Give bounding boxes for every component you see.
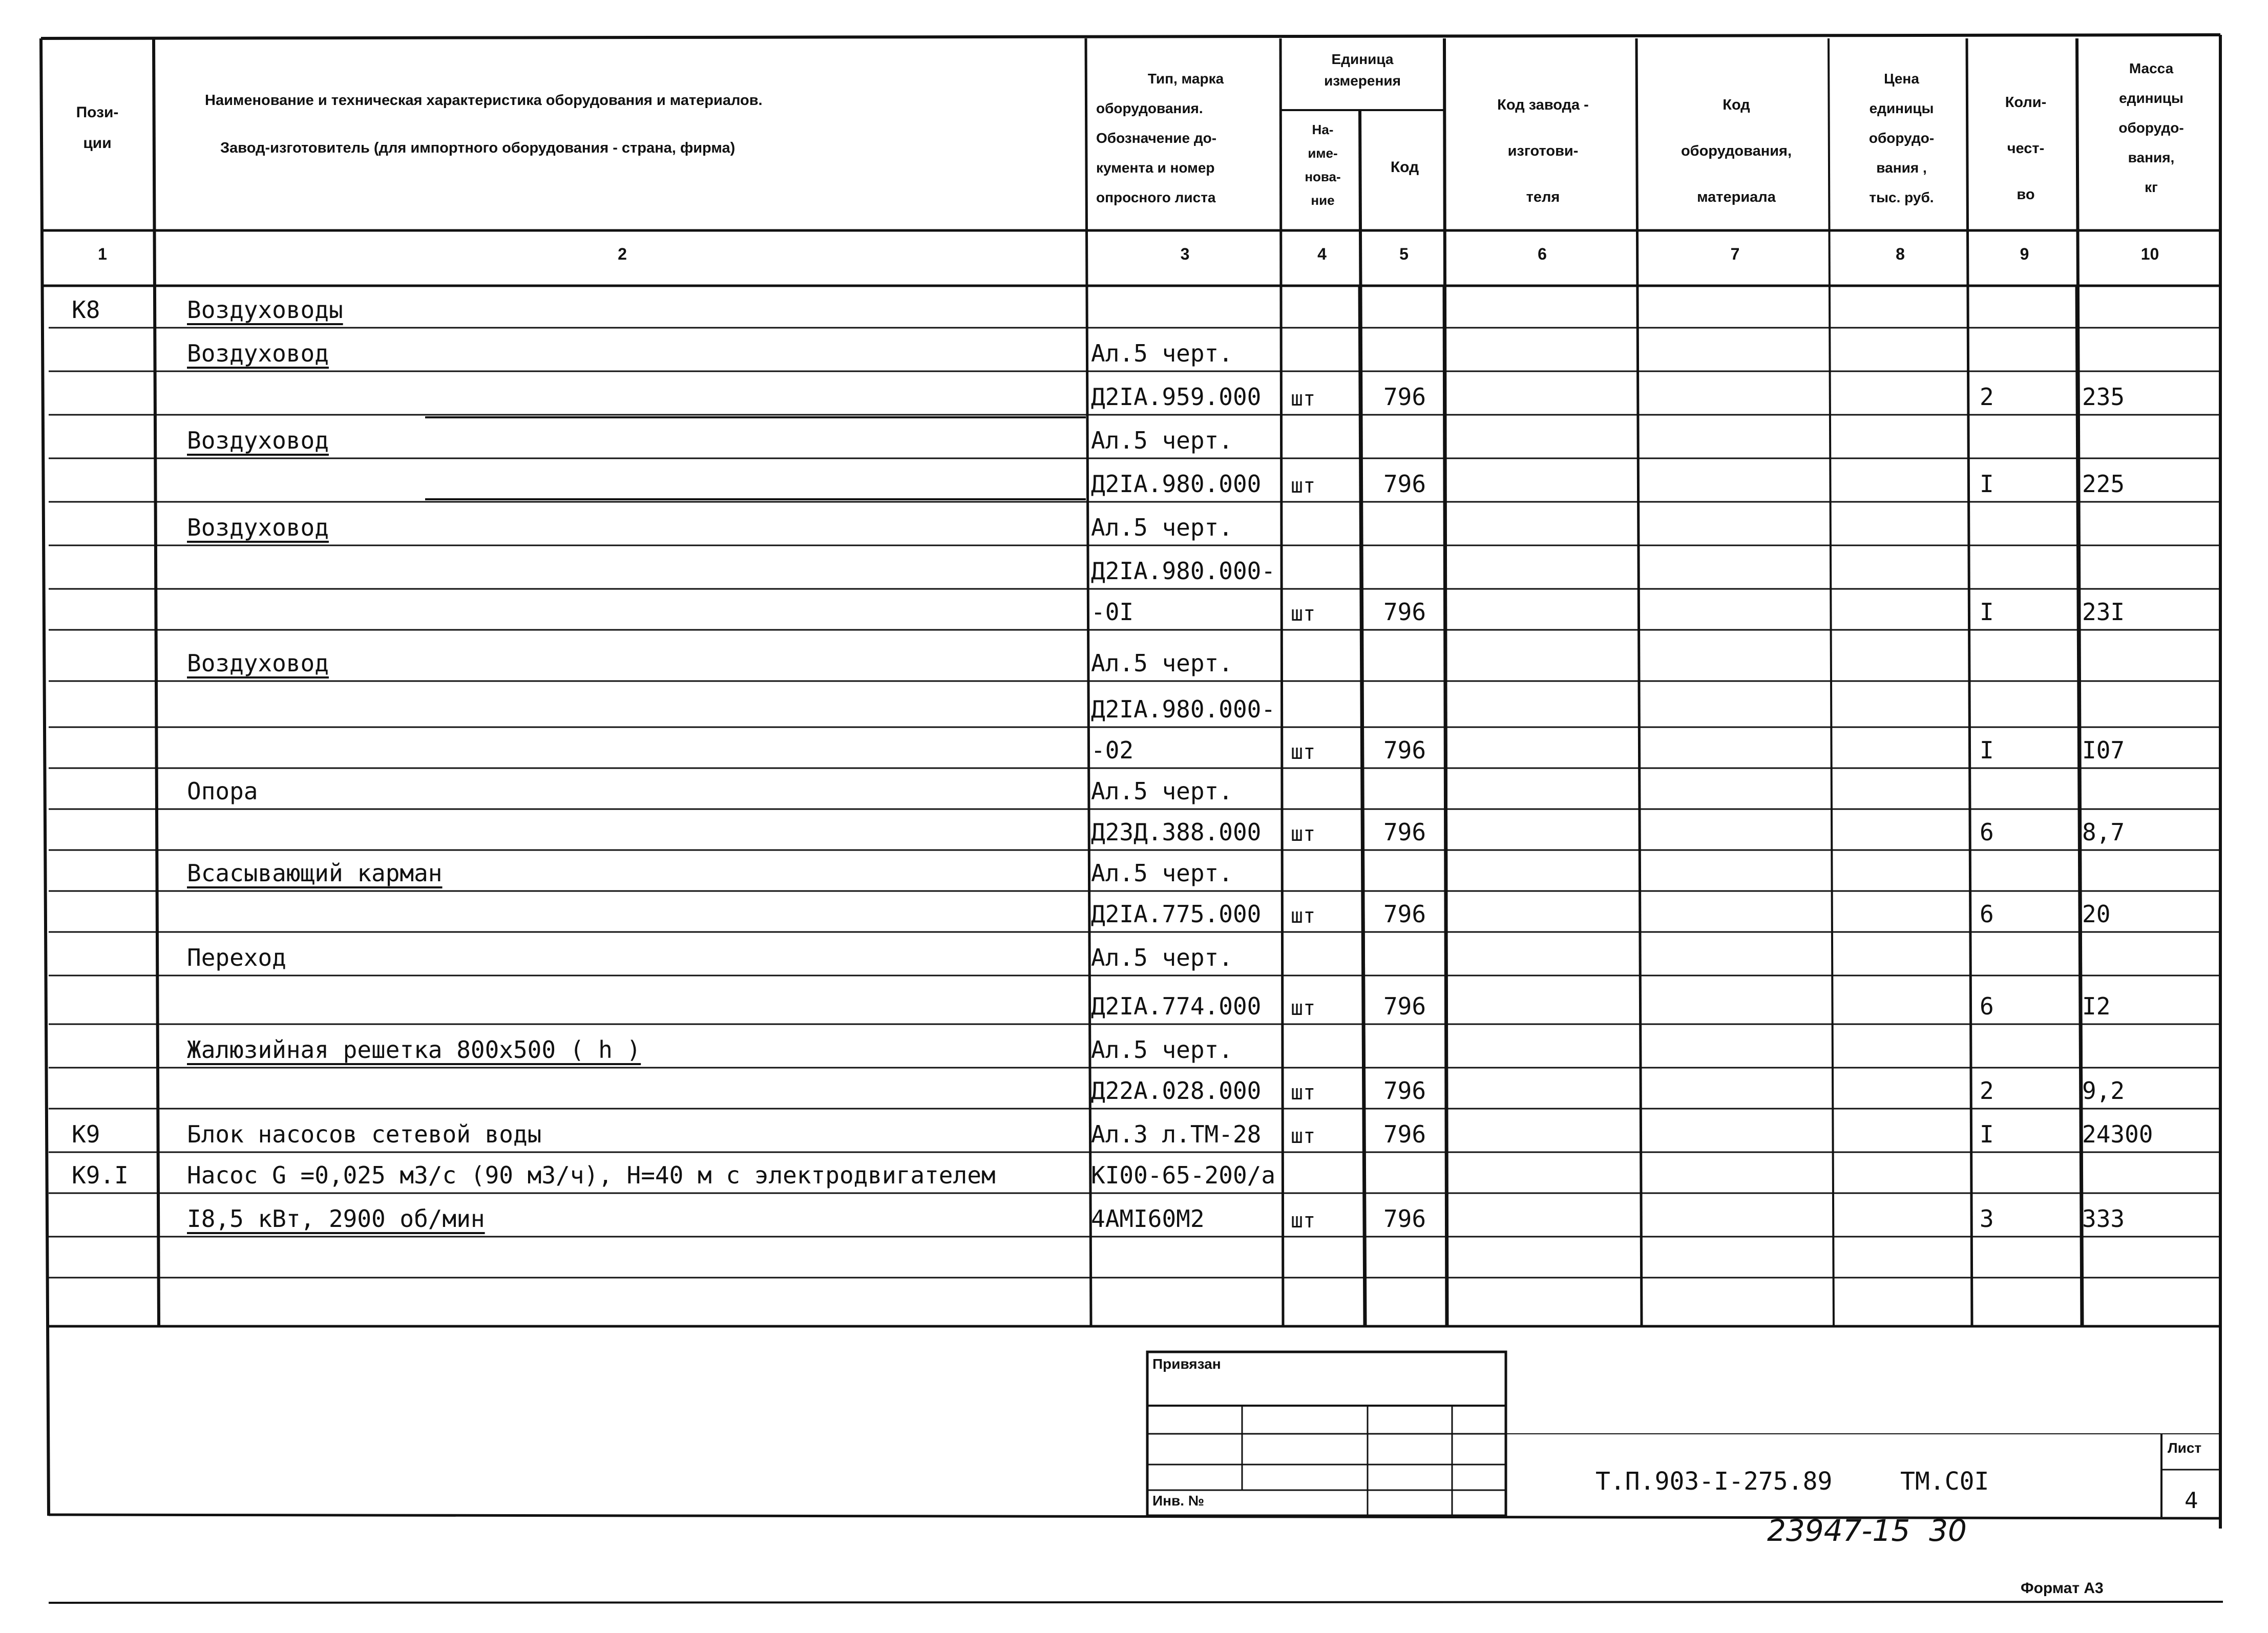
cell-position: К9.I <box>72 1161 129 1189</box>
hdr-unit-name-l3: нова- <box>1305 169 1341 184</box>
hdr-position-l1: Пози- <box>76 104 119 121</box>
hdr-unit-name-l2: име- <box>1308 145 1338 161</box>
cell-unit: шт <box>1291 1209 1316 1233</box>
cell-quantity: 2 <box>1980 383 1994 411</box>
cell-mass: 235 <box>2082 383 2125 411</box>
cell-quantity: I <box>1980 1120 1994 1148</box>
inv-label: Инв. № <box>1152 1493 1205 1509</box>
cell-mass: 8,7 <box>2082 818 2125 846</box>
cell-code: 796 <box>1383 992 1426 1020</box>
column-number-5: 5 <box>1399 245 1409 263</box>
hdr-factory-l1: Код завода - <box>1497 97 1589 113</box>
cell-code: 796 <box>1383 470 1426 498</box>
cell-mass: I2 <box>2082 992 2111 1020</box>
hdr-unit-l1: Единица <box>1331 51 1394 67</box>
cell-type: Ал.5 черт. <box>1091 649 1233 677</box>
cell-name: Опора <box>187 777 258 805</box>
hdr-position <box>51 97 143 159</box>
cell-type: 4АМI60М2 <box>1091 1205 1205 1233</box>
cell-position: К8 <box>72 296 100 324</box>
cell-name: Насос G =0,025 м3/с (90 м3/ч), Н=40 м с электродвигателем <box>187 1161 996 1189</box>
hdr-equipment-code-l1: Код <box>1723 97 1750 113</box>
cell-type: Д22А.028.000 <box>1091 1077 1262 1105</box>
cell-mass: 9,2 <box>2082 1077 2125 1105</box>
table-row <box>0 975 2268 1024</box>
column-number-8: 8 <box>1896 245 1905 263</box>
column-number-9: 9 <box>2020 245 2029 263</box>
table-row <box>0 328 2268 371</box>
cell-code: 796 <box>1383 383 1426 411</box>
hdr-price <box>1834 64 1969 213</box>
cell-quantity: I <box>1980 736 1994 764</box>
cell-name: Воздуховод <box>187 427 329 454</box>
format-label: Формат А3 <box>2021 1580 2104 1597</box>
table-row <box>0 371 2268 415</box>
cell-code: 796 <box>1383 900 1426 928</box>
table-row <box>0 681 2268 727</box>
cell-name: I8,5 кВт, 2900 об/мин <box>187 1205 485 1233</box>
cell-type: Ал.5 черт. <box>1091 777 1233 805</box>
hdr-unit-code: Код <box>1390 159 1419 176</box>
cell-type: Ал.5 черт. <box>1091 944 1233 971</box>
cell-type: Ал.5 черт. <box>1091 1036 1233 1064</box>
handwritten-number: 23947-15 30 <box>1767 1513 1967 1548</box>
hdr-unit-name <box>1286 118 1360 212</box>
hdr-quantity-l1: Коли- <box>2005 94 2047 111</box>
hdr-mass-l1: Масса <box>2129 60 2174 76</box>
table-row <box>0 1237 2268 1278</box>
cell-name: Воздуховод <box>187 340 329 367</box>
table-row <box>0 545 2268 589</box>
hdr-price-l4: вания , <box>1876 160 1927 176</box>
privyazan-label: Привязан <box>1152 1356 1221 1372</box>
table-row <box>0 932 2268 975</box>
cell-mass: 23I <box>2082 598 2125 626</box>
hdr-quantity-l3: во <box>2017 186 2035 203</box>
hdr-name-l2: Завод-изготовитель (для импортного оборудования - страна, фирма) <box>220 140 736 156</box>
hdr-factory-l2: изготови- <box>1507 143 1579 159</box>
hdr-quantity-l2: чест- <box>2007 140 2045 157</box>
page-bottom-line <box>49 1602 2223 1603</box>
hdr-mass-l2: единицы <box>2119 90 2183 106</box>
cell-code: 796 <box>1383 736 1426 764</box>
cell-name: Воздуховод <box>187 514 329 541</box>
hdr-name <box>205 92 1076 157</box>
sheet-label: Лист <box>2168 1440 2202 1456</box>
cell-unit: шт <box>1291 996 1316 1020</box>
table-row <box>0 1024 2268 1068</box>
table-row <box>0 1152 2268 1193</box>
hdr-type-l1: Тип, марка <box>1147 71 1224 87</box>
document-code: Т.П.903-I-275.89 <box>1595 1467 1833 1496</box>
cell-quantity: 6 <box>1980 992 1994 1020</box>
sheet-number: 4 <box>2185 1488 2198 1514</box>
cell-type: Д23Д.388.000 <box>1091 818 1262 846</box>
cell-mass: 333 <box>2082 1205 2125 1233</box>
table-row <box>0 850 2268 891</box>
cell-code: 796 <box>1383 818 1426 846</box>
column-number-7: 7 <box>1730 245 1740 263</box>
hdr-mass-l3: оборудо- <box>2118 120 2184 136</box>
cell-type: Ал.5 черт. <box>1091 340 1233 367</box>
hdr-factory-l3: теля <box>1526 189 1560 205</box>
cell-type: Д2IА.774.000 <box>1091 992 1262 1020</box>
hdr-price-l2: единицы <box>1869 100 1934 116</box>
cell-name: Переход <box>187 944 286 971</box>
hdr-price-l3: оборудо- <box>1868 130 1935 146</box>
cell-type: Ал.3 л.ТМ-28 <box>1091 1120 1262 1148</box>
frame-top <box>41 35 2220 38</box>
cell-code: 796 <box>1383 1205 1426 1233</box>
column-number-1: 1 <box>98 245 107 263</box>
hdr-type-l2: оборудования. <box>1096 100 1203 116</box>
hdr-quantity <box>1972 79 2080 218</box>
hdr-price-l1: Цена <box>1884 71 1919 87</box>
hdr-unit-name-l4: ние <box>1311 193 1335 208</box>
cell-type: Ал.5 черт. <box>1091 859 1233 887</box>
cell-unit: шт <box>1291 740 1316 764</box>
cell-mass: I07 <box>2082 736 2125 764</box>
hdr-unit-group <box>1286 49 1439 92</box>
cell-type: -02 <box>1091 736 1134 764</box>
hdr-name-l1: Наименование и техническая характеристика оборудования и материалов. <box>205 92 763 109</box>
cell-quantity: I <box>1980 598 1994 626</box>
cell-quantity: 6 <box>1980 818 1994 846</box>
hdr-type-l4: кумента и номер <box>1096 160 1215 176</box>
table-row <box>0 502 2268 545</box>
column-number-2: 2 <box>618 245 627 263</box>
cell-code: 796 <box>1383 1077 1426 1105</box>
table-row <box>0 589 2268 630</box>
cell-name: Воздуховод <box>187 649 329 677</box>
cell-type: Ал.5 черт. <box>1091 514 1233 541</box>
table-row <box>0 727 2268 768</box>
cell-unit: шт <box>1291 474 1316 498</box>
hdr-equipment-code-l3: материала <box>1697 189 1776 205</box>
cell-type: Д2IА.980.000- <box>1091 557 1276 585</box>
table-row <box>0 768 2268 809</box>
cell-name: Блок насосов сетевой воды <box>187 1120 542 1148</box>
cell-type: Д2IА.980.000- <box>1091 695 1276 723</box>
cell-code: 796 <box>1383 1120 1426 1148</box>
cell-mass: 24300 <box>2082 1120 2153 1148</box>
table-row <box>0 288 2268 328</box>
cell-name: Воздуховоды <box>187 296 343 324</box>
cell-quantity: 6 <box>1980 900 1994 928</box>
cell-quantity: 3 <box>1980 1205 1994 1233</box>
column-number-10: 10 <box>2140 245 2159 263</box>
hdr-type-l3: Обозначение до- <box>1096 130 1217 146</box>
cell-code: 796 <box>1383 598 1426 626</box>
hdr-equipment-code <box>1642 82 1831 220</box>
cell-name: Жалюзийная решетка 800х500 ( h ) <box>187 1036 641 1064</box>
cell-quantity: I <box>1980 470 1994 498</box>
hdr-type <box>1096 64 1275 213</box>
hdr-mass-l4: вания, <box>2128 150 2175 165</box>
cell-unit: шт <box>1291 602 1316 626</box>
cell-mass: 225 <box>2082 470 2125 498</box>
column-number-4: 4 <box>1317 245 1327 263</box>
cell-type: Д2IА.775.000 <box>1091 900 1262 928</box>
table-row <box>0 1278 2268 1326</box>
hdr-unit-l2: измерения <box>1324 73 1401 89</box>
cell-unit: шт <box>1291 1125 1316 1148</box>
cell-unit: шт <box>1291 904 1316 928</box>
cell-unit: шт <box>1291 1081 1316 1105</box>
hdr-price-l5: тыс. руб. <box>1869 189 1934 205</box>
document-mark: ТМ.С0I <box>1900 1467 1989 1496</box>
cell-mass: 20 <box>2082 900 2111 928</box>
table-row <box>0 1193 2268 1237</box>
table-row <box>0 809 2268 850</box>
cell-type: Д2IА.959.000 <box>1091 383 1262 411</box>
cell-unit: шт <box>1291 387 1316 411</box>
hdr-unit-name-l1: На- <box>1312 122 1334 137</box>
cell-type: -0I <box>1091 598 1134 626</box>
table-row <box>0 1109 2268 1152</box>
cell-type: Д2IА.980.000 <box>1091 470 1262 498</box>
hdr-factory <box>1450 82 1636 220</box>
table-row <box>0 630 2268 681</box>
table-row <box>0 415 2268 458</box>
column-number-3: 3 <box>1180 245 1190 263</box>
cell-quantity: 2 <box>1980 1077 1994 1105</box>
cell-type: КI00-65-200/а <box>1091 1161 1276 1189</box>
hdr-equipment-code-l2: оборудования, <box>1681 143 1792 159</box>
table-row <box>0 891 2268 932</box>
column-number-6: 6 <box>1538 245 1547 263</box>
hdr-mass <box>2082 54 2220 202</box>
cell-position: К9 <box>72 1120 100 1148</box>
table-row <box>0 458 2268 502</box>
hdr-type-l5: опросного листа <box>1096 189 1216 205</box>
hdr-mass-l5: кг <box>2145 179 2158 195</box>
cell-name: Всасывающий карман <box>187 859 443 887</box>
hdr-position-l2: ции <box>83 135 112 152</box>
table-row <box>0 1068 2268 1109</box>
cell-unit: шт <box>1291 822 1316 846</box>
cell-type: Ал.5 черт. <box>1091 427 1233 454</box>
